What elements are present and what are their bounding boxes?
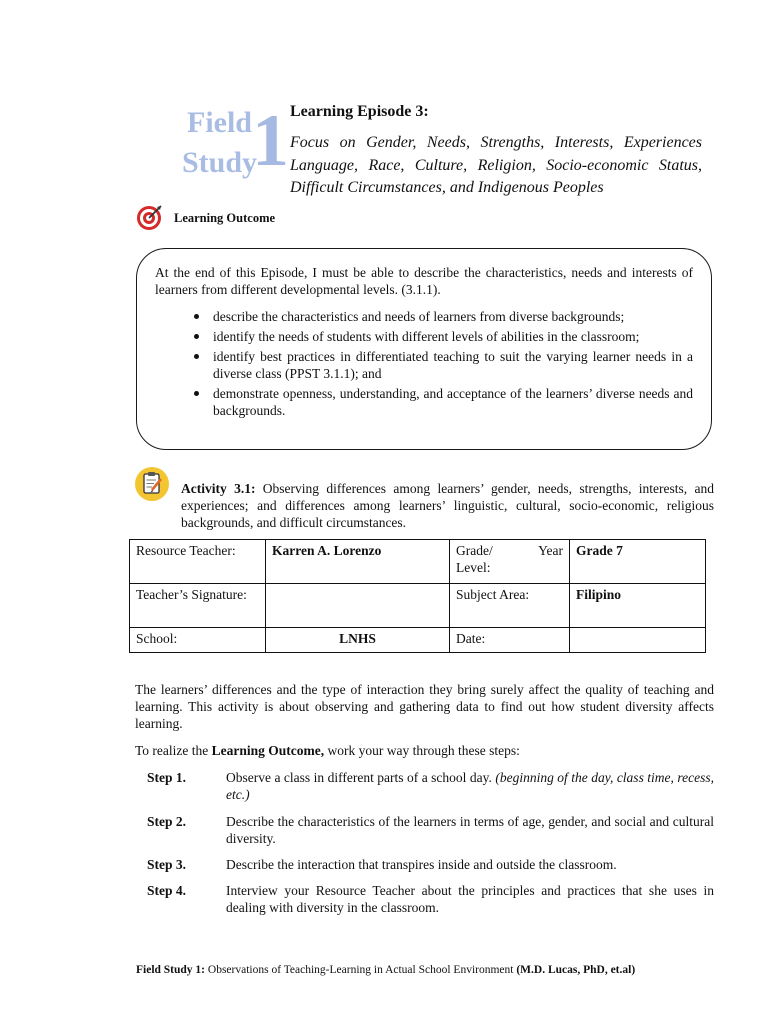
instructions-paragraph (135, 742, 714, 759)
step-1-text (226, 769, 714, 803)
instructions-text-start: To realize the (135, 743, 212, 758)
instructions-text-end: work your way through these steps: (324, 743, 520, 758)
signature-value (266, 584, 450, 628)
list-item (213, 308, 693, 325)
step-4-label: Step 4. (147, 883, 187, 898)
list-item-text: demonstrate openness, understanding, and acceptance of the learners’ diverse needs and backgrounds. (213, 386, 693, 418)
logo-word-study: Study (182, 146, 258, 179)
activity-label: Activity 3.1: (181, 481, 256, 496)
step-4-text: Interview your Resource Teacher about the principles and practices that she uses in dealing with diversity in the classroom. (226, 883, 714, 915)
episode-subtitle: Focus on Gender, Needs, Strengths, Interests, Experiences Language, Race, Culture, Religion, Socio-economic Status, Difficult Circumstances, and Indigenous Peoples (290, 134, 702, 196)
table-row (130, 628, 706, 653)
clipboard-pencil-icon (134, 466, 170, 502)
date-label: Date: (450, 628, 570, 653)
table-row (130, 540, 706, 584)
activity-description (181, 480, 714, 531)
field-study-logo (180, 100, 289, 184)
footer-author: (M.D. Lucas, PhD, et.al) (516, 964, 636, 976)
table-row (130, 584, 706, 628)
activity-text: Observing differences among learners’ gender, needs, strengths, interests, and experiences; and differences among learners’ linguistic, cultural, socio-economic, religious backgrounds, and difficult circumstances. (181, 481, 714, 530)
episode-title: Learning Episode 3: (290, 103, 429, 120)
subject-area-value: Filipino (570, 584, 706, 628)
learning-outcome-intro: At the end of this Episode, I must be able to describe the characteristics, needs and interests of learners from different developmental levels. (3.1.1). (155, 265, 693, 297)
logo-word-field: Field (187, 106, 252, 139)
list-item-text: describe the characteristics and needs of learners from diverse backgrounds; (213, 309, 625, 324)
signature-label: Teacher’s Signature: (130, 584, 266, 628)
bullet-icon (194, 314, 199, 319)
step-1-italic: (beginning of the day, class time, recess, etc.) (226, 770, 714, 802)
footer-text: Observations of Teaching-Learning in Actual School Environment (205, 964, 517, 976)
level-label-part: Level: (456, 560, 491, 575)
subject-area-label: Subject Area: (450, 584, 570, 628)
learning-outcome-label: Learning Outcome (174, 211, 276, 225)
step-1-main: Observe a class in different parts of a school day. (226, 770, 496, 785)
footer-label: Field Study 1: (136, 964, 206, 976)
step-3-label: Step 3. (147, 857, 187, 872)
teacher-info-table (129, 539, 706, 653)
school-label: School: (130, 628, 266, 653)
date-value (570, 628, 706, 653)
step-2-label: Step 2. (147, 814, 187, 829)
list-item (213, 328, 693, 345)
resource-teacher-label: Resource Teacher: (130, 540, 266, 584)
target-icon (136, 203, 164, 231)
grade-level-label (450, 540, 570, 584)
instructions-bold-text: Learning Outcome, (211, 743, 325, 758)
intro-paragraph: The learners’ differences and the type of interaction they bring surely affect the quality of teaching and learning. This activity is about observing and gathering data to find out how student diversity affects learning. (135, 682, 714, 731)
list-item (213, 385, 693, 419)
bullet-icon (194, 334, 199, 339)
list-item-text: identify the needs of students with different levels of abilities in the classroom; (213, 329, 640, 344)
step-2-text: Describe the characteristics of the learners in terms of age, gender, and social and cultural diversity. (226, 814, 714, 846)
list-item-text: identify best practices in differentiated teaching to suit the varying learner needs in a diverse class (PPST 3.1.1); and (213, 349, 693, 381)
step-3-text: Describe the interaction that transpires inside and outside the classroom. (226, 857, 617, 872)
year-label-part: Year (538, 543, 563, 558)
bullet-icon (194, 354, 199, 359)
learning-outcome-list (213, 308, 693, 422)
grade-label-part: Grade/ (456, 543, 493, 558)
grade-level-value: Grade 7 (570, 540, 706, 584)
step-1-label: Step 1. (147, 770, 187, 785)
page-footer (136, 963, 736, 977)
bullet-icon (194, 391, 199, 396)
list-item (213, 348, 693, 382)
logo-number: 1 (252, 100, 289, 182)
resource-teacher-value: Karren A. Lorenzo (266, 540, 450, 584)
school-value: LNHS (266, 628, 450, 653)
